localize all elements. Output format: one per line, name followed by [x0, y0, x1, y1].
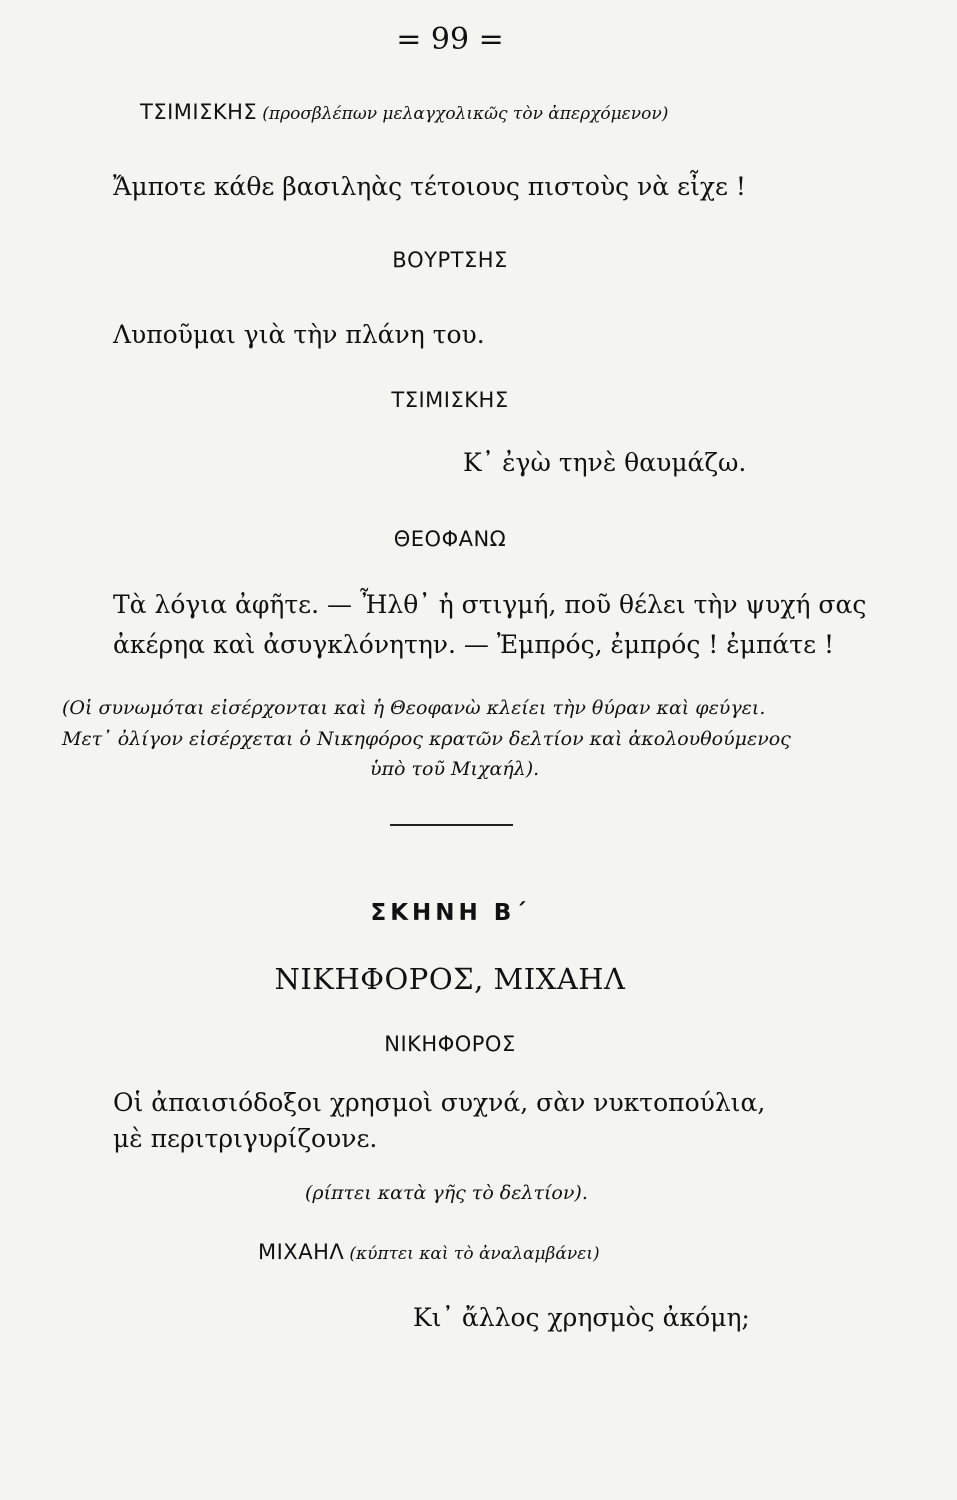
speaker-name: ΒΟΥΡΤΣΗΣ [392, 248, 508, 272]
speaker-line-michail [258, 1240, 600, 1264]
stage-direction: Μετ᾽ ὀλίγον εἰσέρχεται ὁ Νικηφόρος κρατῶν δελτίον καὶ ἀκολουθούμενος [62, 728, 791, 750]
speaker-name: ΘΕΟΦΑΝΩ [393, 527, 507, 551]
speaker-name: ΝΙΚΗΦΟΡΟΣ [384, 1032, 516, 1056]
stage-direction: (Οἱ συνωμόται εἰσέρχονται καὶ ἡ Θεοφανὼ κλείει τὴν θύραν καὶ φεύγει. [62, 697, 766, 719]
dialogue-line: Τὰ λόγια ἀφῆτε. — Ἦλθ᾽ ἡ στιγμή, ποῦ θέλει τὴν ψυχή σας [113, 590, 867, 619]
dialogue-line: μὲ περιτριγυρίζουνε. [113, 1124, 378, 1153]
scene-title: ΣΚΗΝΗ Β΄ [370, 900, 530, 926]
section-divider [390, 824, 513, 826]
dialogue-line: Οἱ ἀπαισιόδοξοι χρησμοὶ συχνά, σὰν νυκτοπούλια, [113, 1088, 766, 1117]
stage-direction: (ρίπτει κατὰ γῆς τὸ δελτίον). [305, 1182, 588, 1204]
dialogue-line: Ἄμποτε κάθε βασιληὰς τέτοιους πιστοὺς νὰ εἶχε ! [113, 172, 746, 201]
speaker-name: ΤΣΙΜΙΣΚΗΣ [391, 388, 509, 412]
dialogue-line: Κ᾽ ἐγὼ τηνὲ θαυμάζω. [463, 448, 747, 477]
scene-characters: ΝΙΚΗΦΟΡΟΣ, ΜΙΧΑΗΛ [274, 962, 626, 996]
stage-direction: (προσβλέπων μελαγχολικῶς τὸν ἀπερχόμενον) [262, 104, 669, 124]
stage-direction: ὑπὸ τοῦ Μιχαήλ). [370, 758, 540, 780]
page-number: = 99 = [396, 22, 504, 57]
dialogue-line: Λυποῦμαι γιὰ τὴν πλάνη του. [113, 320, 485, 349]
speaker-line-tsimiskis-1 [140, 100, 668, 124]
dialogue-line: Κι᾽ ἄλλος χρησμὸς ἀκόμη; [413, 1303, 750, 1332]
stage-direction: (κύπτει καὶ τὸ ἀναλαμβάνει) [349, 1244, 600, 1264]
speaker-name: ΤΣΙΜΙΣΚΗΣ [140, 100, 258, 124]
dialogue-line: ἀκέρηα καὶ ἀσυγκλόνητην. — Ἐμπρός, ἐμπρός ! ἐμπάτε ! [113, 630, 835, 659]
speaker-name: ΜΙΧΑΗΛ [258, 1240, 345, 1264]
